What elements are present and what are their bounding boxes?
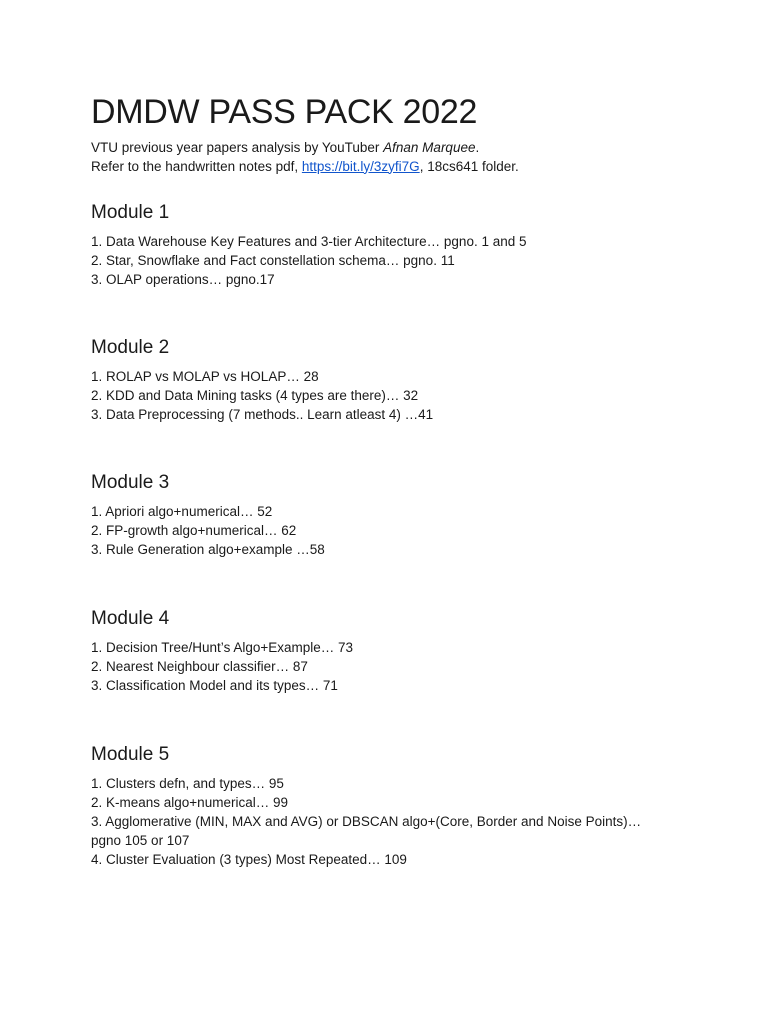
notes-link[interactable]: https://bit.ly/3zyfi7G: [301, 158, 420, 174]
module-5-section: [91, 743, 708, 869]
topic-item: 1. Data Warehouse Key Features and 3-tier Architecture… pgno. 1 and 5: [91, 234, 527, 249]
intro-line-2-prefix: Refer to the handwritten notes pdf,: [91, 158, 302, 174]
module-3-section: [91, 471, 708, 559]
module-heading: Module 4: [91, 608, 170, 629]
document-title: DMDW PASS PACK 2022: [91, 93, 478, 131]
module-heading: Module 1: [91, 202, 170, 223]
module-heading: Module 3: [91, 472, 170, 493]
topic-item: 2. Nearest Neighbour classifier… 87: [91, 659, 308, 674]
topic-item: 3. Agglomerative (MIN, MAX and AVG) or DBSCAN algo+(Core, Border and Noise Points)…: [91, 814, 642, 829]
topic-item: 3. Classification Model and its types… 71: [91, 678, 338, 693]
intro-line-1: [91, 139, 708, 158]
topic-item: 2. KDD and Data Mining tasks (4 types are there)… 32: [91, 388, 419, 403]
topic-item: 1. Decision Tree/Hunt’s Algo+Example… 73: [91, 640, 354, 655]
topic-item: 1. ROLAP vs MOLAP vs HOLAP… 28: [91, 369, 319, 384]
intro-line-2-suffix: , 18cs641 folder.: [419, 158, 519, 174]
module-heading: Module 2: [91, 337, 170, 358]
topic-item: 3. Data Preprocessing (7 methods.. Learn atleast 4) …41: [91, 407, 434, 422]
module-1-section: [91, 201, 708, 289]
intro-line-1-suffix: .: [475, 140, 480, 155]
topic-item-continuation: pgno 105 or 107: [91, 833, 190, 848]
module-heading: Module 5: [91, 744, 170, 765]
module-4-section: [91, 607, 708, 695]
module-topic-list: [91, 502, 708, 559]
module-topic-list: [91, 774, 708, 869]
module-2-section: [91, 336, 708, 424]
topic-item: 3. OLAP operations… pgno.17: [91, 272, 275, 287]
topic-item: 1. Clusters defn, and types… 95: [91, 776, 284, 791]
topic-item: 2. FP-growth algo+numerical… 62: [91, 523, 297, 538]
topic-item: 3. Rule Generation algo+example …58: [91, 542, 325, 557]
topic-item: 2. K-means algo+numerical… 99: [91, 795, 288, 810]
intro-text: [91, 139, 708, 176]
intro-line-2: [91, 158, 708, 177]
topic-item: 4. Cluster Evaluation (3 types) Most Repeated… 109: [91, 852, 407, 867]
intro-line-1-prefix: VTU previous year papers analysis by YouTuber: [91, 140, 384, 155]
module-topic-list: [91, 232, 708, 289]
topic-item: 2. Star, Snowflake and Fact constellation schema… pgno. 11: [91, 253, 455, 268]
author-name: Afnan Marquee: [383, 140, 476, 155]
module-topic-list: [91, 638, 708, 695]
topic-item: 1. Apriori algo+numerical… 52: [91, 504, 273, 519]
module-topic-list: [91, 367, 708, 424]
